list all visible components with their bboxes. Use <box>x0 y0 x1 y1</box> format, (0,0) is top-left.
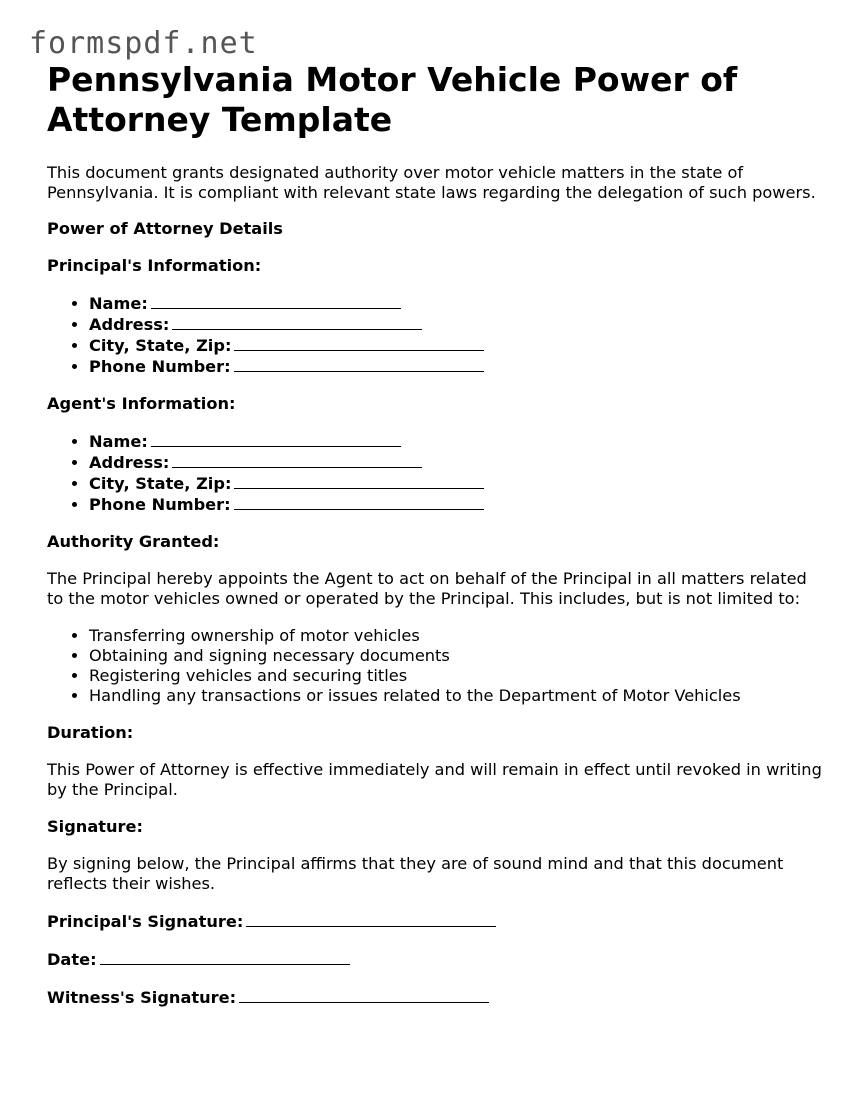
signature-paragraph: By signing below, the Principal affirms that they are of sound mind and that this document reflects their wishes. <box>47 854 784 893</box>
agent-name-field <box>89 431 822 452</box>
document-body <box>47 60 822 1008</box>
document-title: Pennsylvania Motor Vehicle Power of Attorney Template <box>47 60 738 139</box>
name-blank-line[interactable] <box>151 293 401 309</box>
principal-phone-field <box>89 356 822 377</box>
agent-fields-list <box>47 431 822 515</box>
witness-signature-label: Witness's Signature: <box>47 988 237 1007</box>
address-blank-line[interactable] <box>172 452 422 468</box>
name-blank-line[interactable] <box>151 431 401 447</box>
duration-heading: Duration: <box>47 723 134 742</box>
field-label: Address: <box>89 453 170 472</box>
principal-signature-blank[interactable] <box>246 911 496 927</box>
field-label: City, State, Zip: <box>89 474 232 493</box>
watermark-logo: formspdf.net <box>29 26 258 61</box>
authority-list <box>47 626 822 706</box>
principal-name-field <box>89 293 822 314</box>
principal-signature-label: Principal's Signature: <box>47 912 244 931</box>
witness-signature-blank[interactable] <box>239 987 489 1003</box>
city-blank-line[interactable] <box>234 335 484 351</box>
field-label: City, State, Zip: <box>89 336 232 355</box>
city-blank-line[interactable] <box>234 473 484 489</box>
principal-info-heading: Principal's Information: <box>47 256 262 275</box>
authority-item: • Transferring ownership of motor vehicles <box>89 626 822 646</box>
agent-info-heading: Agent's Information: <box>47 394 236 413</box>
duration-paragraph: This Power of Attorney is effective immediately and will remain in effect until revoked in writing by the Principal. <box>47 760 822 799</box>
date-line <box>47 949 822 970</box>
principal-signature-line <box>47 911 822 932</box>
phone-blank-line[interactable] <box>234 494 484 510</box>
intro-paragraph: This document grants designated authority over motor vehicle matters in the state of Pennsylvania. It is compliant with relevant state laws regarding the delegation of such powers. <box>47 163 816 202</box>
field-label: Name: <box>89 294 148 313</box>
date-blank[interactable] <box>100 949 350 965</box>
witness-signature-line <box>47 987 822 1008</box>
field-label: Phone Number: <box>89 495 231 514</box>
principal-fields-list <box>47 293 822 377</box>
authority-item: • Handling any transactions or issues related to the Department of Motor Vehicles <box>89 686 822 706</box>
authority-heading: Authority Granted: <box>47 532 220 551</box>
field-label: Phone Number: <box>89 357 231 376</box>
address-blank-line[interactable] <box>172 314 422 330</box>
agent-address-field <box>89 452 822 473</box>
principal-city-field <box>89 335 822 356</box>
signature-heading: Signature: <box>47 817 143 836</box>
authority-item: • Obtaining and signing necessary documents <box>89 646 822 666</box>
authority-item: • Registering vehicles and securing titles <box>89 666 822 686</box>
agent-phone-field <box>89 494 822 515</box>
agent-city-field <box>89 473 822 494</box>
details-heading: Power of Attorney Details <box>47 219 283 238</box>
principal-address-field <box>89 314 822 335</box>
date-label: Date: <box>47 950 97 969</box>
authority-paragraph: The Principal hereby appoints the Agent to act on behalf of the Principal in all matters related to the motor vehicles owned or operated by the Principal. This includes, but is not limited to: <box>47 569 807 608</box>
field-label: Address: <box>89 315 170 334</box>
field-label: Name: <box>89 432 148 451</box>
phone-blank-line[interactable] <box>234 356 484 372</box>
